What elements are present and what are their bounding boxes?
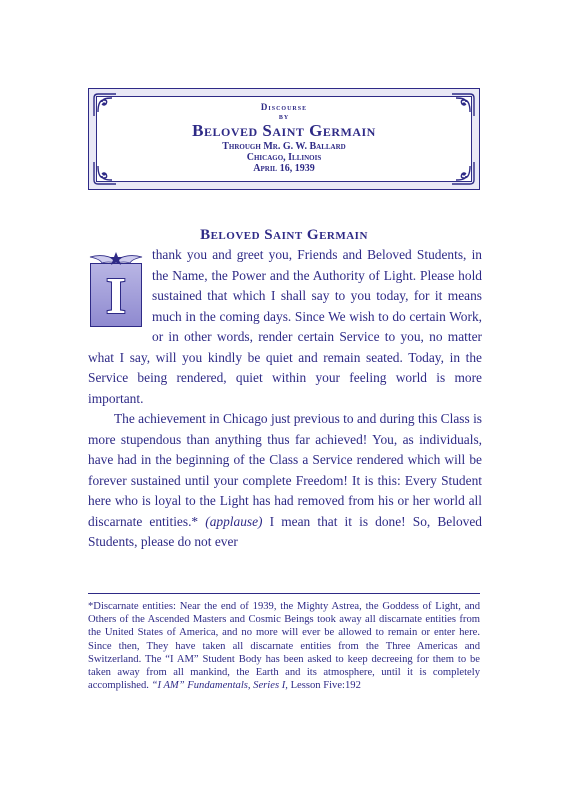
discourse-header-box [88,88,480,190]
footnote-source-page: Lesson Five:192 [290,680,361,692]
header-inner-frame [96,96,472,182]
header-through: Through Mr. G. W. Ballard [222,141,346,152]
paragraph-1 [88,245,482,409]
corner-flourish-icon [450,160,476,186]
header-title: Beloved Saint Germain [192,121,376,140]
footnote-divider [88,593,480,594]
paragraph-1-text: thank you and greet you, Friends and Beloved Students, in the Name, the Power and the Authority of Light. Please hold sustained that which I shall say to you today, for it means much in the coming days. Since We wish to do certain Work, or in other words, render certain Service to you, no matter what I say, will you kindly be quiet and remain seated. Today, in the Service being rendered, quiet within your feeling world is more important. [88,247,482,406]
paragraph-2-text-b: I mean that it is done! So, Beloved Students, please do not ever [88,513,482,549]
corner-flourish-icon [450,92,476,118]
header-location: Chicago, Illinois [246,152,322,163]
paragraph-2-text-a: The achievement in Chicago just previous to and during this Class is more stupendous than anything thus far achieved! You, as individuals, have had in the beginning of the Class a Service rendered which will be forever sustained until your complete Freedom! It is this: Every Student here who is loyal to the Light has had removed from his or her world all discarnate entities.* [88,411,482,529]
section-title: Beloved Saint Germain [200,227,368,243]
by-label: by [278,112,290,121]
discourse-body [88,245,482,553]
footnote-text [88,600,480,692]
paragraph-2 [88,409,482,553]
corner-flourish-icon [92,160,118,186]
footnote-source-title: “I AM” Fundamentals, Series I, [151,680,288,692]
drop-cap [88,251,144,329]
header-date: April 16, 1939 [253,163,315,174]
footnote-body: *Discarnate entities: Near the end of 1939, the Mighty Astrea, the Goddess of Light, and Others of the Ascended Masters and Cosmic Beings took away all discarnate entities from the United States of America, and no more will ever be allowed to remain or enter here. Since then, They have taken all discarnate entities from the Three Americas and Switzerland. The “I AM” Student Body has been asked to keep decreeing for them to be taken away from all mankind, the Earth and its atmosphere, until it is completely accomplished. [88,601,480,692]
corner-flourish-icon [92,92,118,118]
applause-note: (applause) [205,513,263,529]
drop-cap-letter: I [105,268,127,325]
discourse-label: Discourse [260,102,308,112]
footnote [88,600,480,692]
